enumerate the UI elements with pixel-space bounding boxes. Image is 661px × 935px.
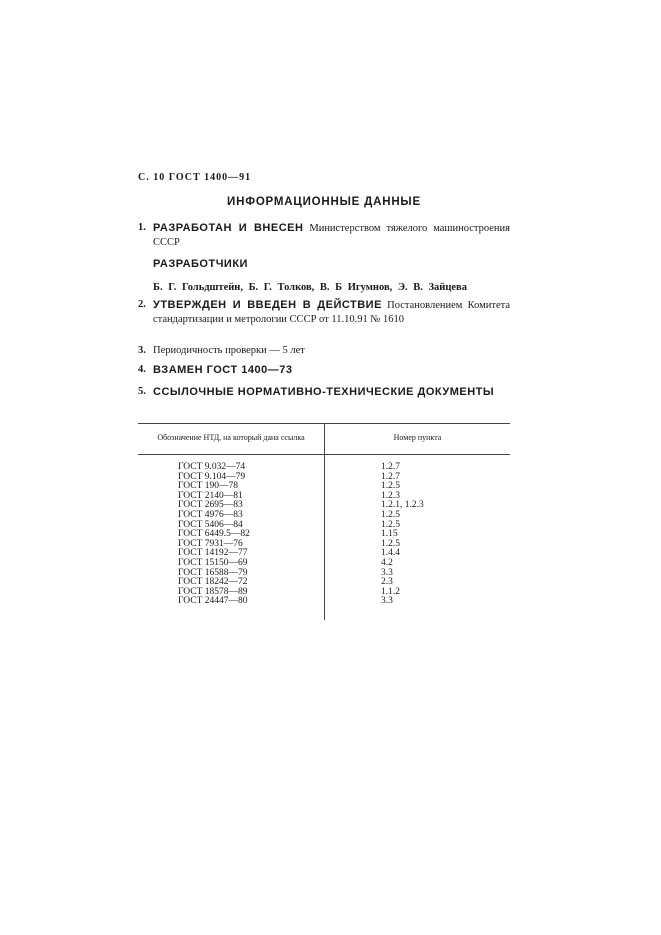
item-text: Постановлением Комитета стандартизации и метрологии СССР от 11.10.91 № 1610	[153, 300, 511, 325]
item-lead: УТВЕРЖДЕН И ВВЕДЕН В ДЕЙСТВИЕ	[153, 299, 382, 311]
table-cell: ГОСТ 18242—72	[178, 577, 248, 588]
table-cell: 1.2.1, 1.2.3	[381, 500, 424, 511]
table-cell: 1.2.5	[381, 538, 400, 549]
item-lead: ССЫЛОЧНЫЕ НОРМАТИВНО-ТЕХНИЧЕСКИЕ ДОКУМЕНТЫ	[153, 386, 495, 398]
table-cell: ГОСТ 16588—79	[178, 567, 248, 578]
table-cell: 1.15	[381, 529, 398, 540]
table-cell: 1.2.3	[381, 490, 400, 501]
item-number: 3.	[138, 345, 146, 356]
table-cell: ГОСТ 18578—89	[178, 586, 248, 597]
table-cell: ГОСТ 2695—83	[178, 500, 243, 511]
table-cell: 1.1.2	[381, 586, 400, 597]
table-cell: ГОСТ 5406—84	[178, 519, 243, 530]
table-cell: 3.3	[381, 596, 393, 607]
item-2	[138, 298, 510, 327]
table-header-point: Номер пункта	[393, 433, 442, 442]
table-header-doc: Обозначение НТД, на который дана ссылка	[157, 433, 305, 442]
table-cell: ГОСТ 15150—69	[178, 557, 248, 568]
table-cell: ГОСТ 2140—81	[178, 490, 243, 501]
table-cell: ГОСТ 190—78	[178, 481, 238, 492]
reference-table	[138, 423, 510, 620]
item-4	[138, 363, 510, 378]
table-cell: 2.3	[381, 577, 393, 588]
page-title: ИНФОРМАЦИОННЫЕ ДАННЫЕ	[227, 196, 421, 208]
table-cell: 1.2.7	[381, 471, 400, 482]
item-3	[138, 344, 510, 358]
table-column-divider	[324, 423, 325, 620]
item-number: 2.	[138, 299, 146, 310]
item-5	[138, 385, 510, 400]
item-text: Министерством тяжелого машиностроения СССР	[153, 223, 511, 248]
table-cell: 1.2.5	[381, 519, 400, 530]
item-lead: РАЗРАБОТАН И ВНЕСЕН	[153, 222, 304, 234]
table-cell: 4.2	[381, 557, 393, 568]
page-header: С. 10 ГОСТ 1400—91	[138, 172, 252, 183]
table-cell: 1.2.7	[381, 462, 400, 472]
developers-heading: РАЗРАБОТЧИКИ	[153, 258, 248, 270]
table-cell: 1.4.4	[381, 548, 400, 559]
table-cell: ГОСТ 7931—76	[178, 538, 243, 549]
table-cell: ГОСТ 9.104—79	[178, 471, 246, 482]
table-cell: ГОСТ 6449.5—82	[178, 529, 250, 540]
item-lead: ВЗАМЕН ГОСТ 1400—73	[153, 364, 293, 376]
item-number: 1.	[138, 222, 146, 233]
table-cell: ГОСТ 24447—80	[178, 596, 248, 607]
table-cell: 1.2.5	[381, 509, 400, 520]
item-text: Периодичность проверки — 5 лет	[153, 345, 305, 356]
point-column	[381, 463, 424, 607]
item-number: 5.	[138, 386, 146, 397]
table-cell: 1.2.5	[381, 481, 400, 492]
doc-column	[178, 463, 250, 607]
item-1	[138, 221, 510, 250]
developers-list: Б. Г. Гольдштейн, Б. Г. Толков, В. Б Игумнов, Э. В. Зайцева	[153, 282, 467, 293]
table-cell: ГОСТ 14192—77	[178, 548, 248, 559]
table-cell: 3.3	[381, 567, 393, 578]
table-cell: ГОСТ 4976—83	[178, 509, 243, 520]
item-number: 4.	[138, 364, 146, 375]
table-cell: ГОСТ 9.032—74	[178, 462, 246, 472]
